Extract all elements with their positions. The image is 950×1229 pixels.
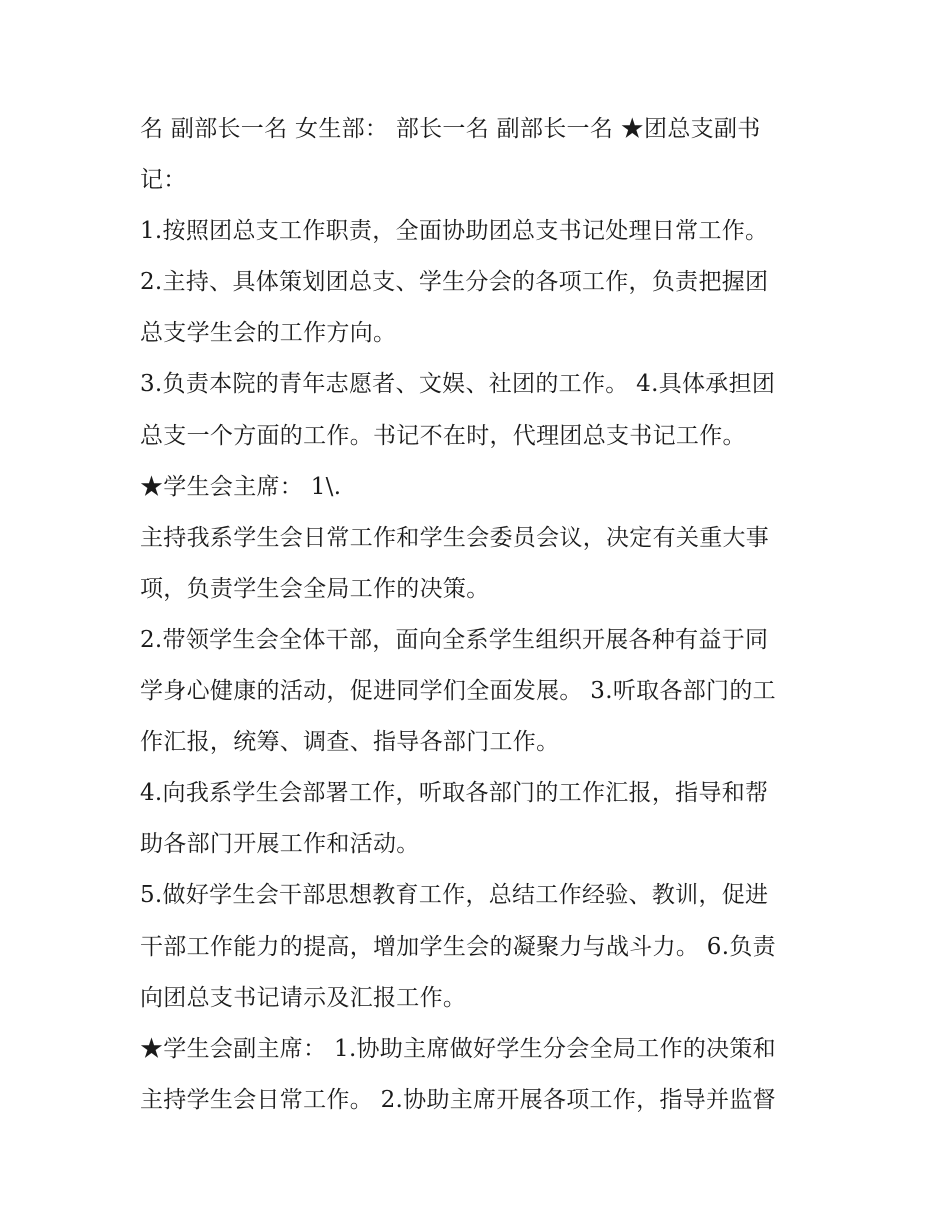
text-line: 4.向我系学生会部署工作，听取各部门的工作汇报，指导和帮 bbox=[140, 780, 769, 807]
text-line: 作汇报，统筹、调查、指导各部门工作。 bbox=[140, 729, 560, 756]
text-line: 记： bbox=[140, 167, 187, 194]
text-line: ★学生会副主席： 1.协助主席做好学生分会全局工作的决策和 bbox=[140, 1035, 776, 1062]
text-line: 总支学生会的工作方向。 bbox=[140, 320, 397, 347]
text-line: 主持学生会日常工作。 2.协助主席开展各项工作，指导并监督 bbox=[140, 1086, 776, 1113]
text-line: 5.做好学生会干部思想教育工作，总结工作经验、教训，促进 bbox=[140, 882, 769, 909]
text-line: 1.按照团总支工作职责，全面协助团总支书记处理日常工作。 bbox=[140, 218, 769, 245]
text-line: 助各部门开展工作和活动。 bbox=[140, 831, 420, 858]
text-line: ★学生会主席： 1\. bbox=[140, 473, 342, 500]
text-line: 2.带领学生会全体干部，面向全系学生组织开展各种有益于同 bbox=[140, 626, 769, 653]
text-line: 干部工作能力的提高，增加学生会的凝聚力与战斗力。 6.负责 bbox=[140, 933, 776, 960]
text-line: 项，负责学生会全局工作的决策。 bbox=[140, 575, 490, 602]
text-line: 名 副部长一名 女生部： 部长一名 副部长一名 ★团总支副书 bbox=[140, 116, 761, 142]
text-line: 总支一个方面的工作。书记不在时，代理团总支书记工作。 bbox=[140, 422, 746, 449]
text-line: 向团总支书记请示及汇报工作。 bbox=[140, 984, 467, 1011]
document-body bbox=[140, 104, 820, 1126]
text-line: 学身心健康的活动，促进同学们全面发展。 3.听取各部门的工 bbox=[140, 678, 776, 705]
text-line: 2.主持、具体策划团总支、学生分会的各项工作，负责把握团 bbox=[140, 269, 769, 296]
text-line: 3.负责本院的青年志愿者、文娱、社团的工作。 4.具体承担团 bbox=[140, 371, 776, 398]
text-line: 主持我系学生会日常工作和学生会委员会议，决定有关重大事 bbox=[140, 524, 770, 551]
